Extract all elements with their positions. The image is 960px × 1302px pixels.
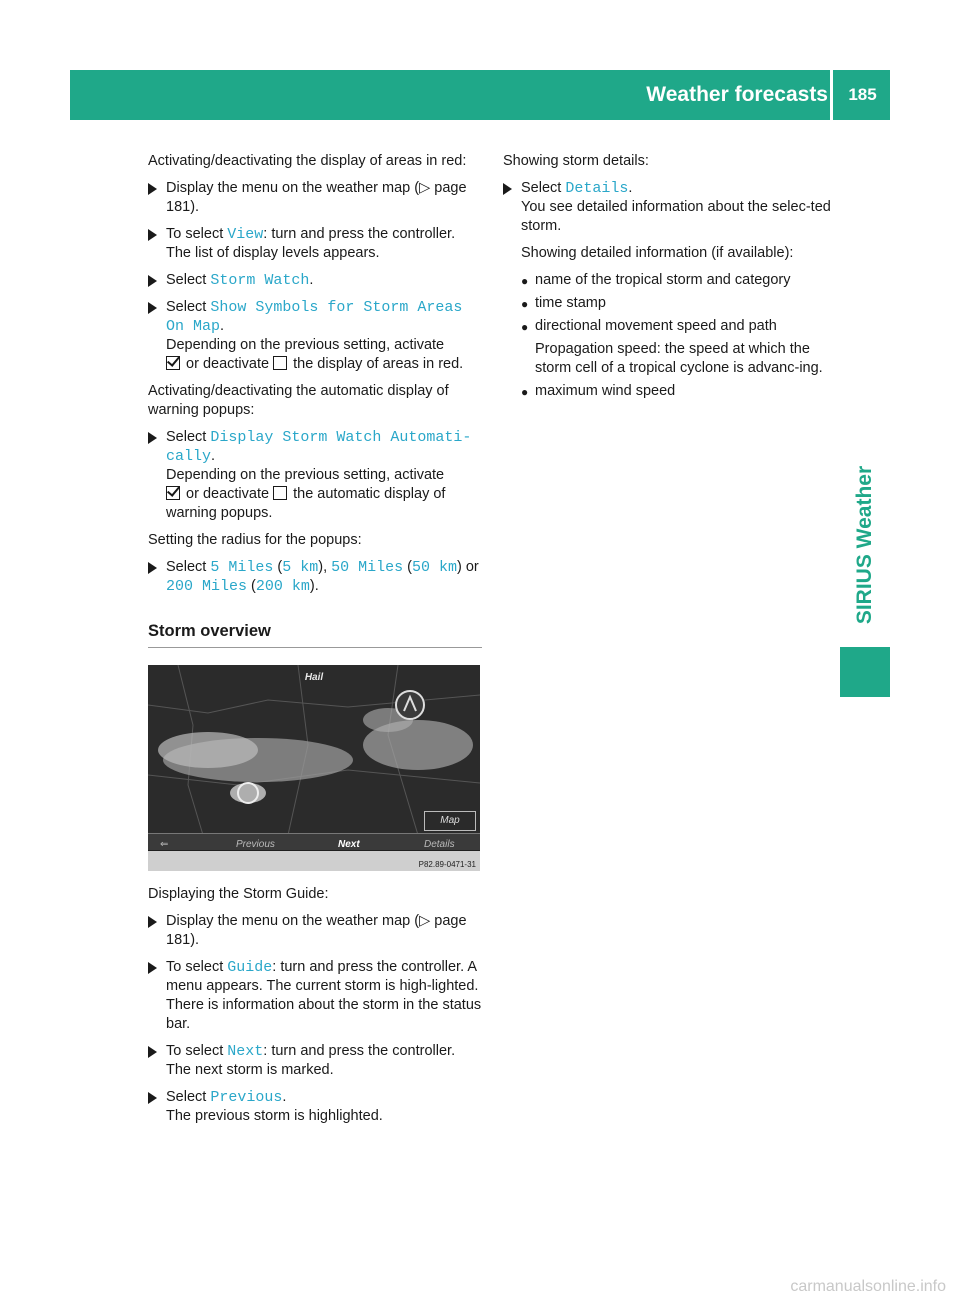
list-item: ● time stamp bbox=[521, 295, 606, 311]
menu-item-guide: Guide bbox=[227, 959, 273, 976]
header-separator bbox=[830, 70, 833, 120]
option-200-miles: 200 Miles bbox=[166, 578, 248, 595]
menu-item-previous: Previous bbox=[210, 1089, 283, 1106]
step-select-view: To select View: turn and press the controller. The list of display levels appears. bbox=[148, 225, 482, 263]
step-arrow-icon bbox=[148, 916, 157, 928]
checkbox-empty-icon bbox=[273, 486, 287, 500]
bullet-icon: ● bbox=[521, 320, 529, 334]
left-column bbox=[148, 152, 482, 1134]
watermark: carmanualsonline.info bbox=[790, 1278, 946, 1295]
side-tab-marker bbox=[840, 647, 890, 697]
intro-areas: Activating/deactivating the display of areas in red: bbox=[148, 153, 467, 169]
intro-storm-guide: Displaying the Storm Guide: bbox=[148, 886, 329, 902]
map-layer-title: Hail bbox=[304, 672, 324, 683]
list-item: ● name of the tropical storm and category bbox=[521, 272, 791, 288]
list-item: ● maximum wind speed bbox=[521, 383, 676, 399]
step-arrow-icon bbox=[148, 275, 157, 287]
menu-item-view: View bbox=[227, 226, 264, 243]
section-title: Weather forecasts bbox=[646, 83, 828, 106]
storm-map-screenshot bbox=[148, 665, 480, 871]
step-arrow-icon bbox=[148, 1046, 157, 1058]
option-50-km: 50 km bbox=[412, 559, 458, 576]
checkbox-checked-icon bbox=[166, 486, 180, 500]
intro-storm-details: Showing storm details: bbox=[503, 153, 649, 169]
step-display-storm-watch-auto: Select Display Storm Watch Automati‐cally. Depending on the previous setting, activate or deactivate the automatic display of warning popups. bbox=[148, 428, 482, 523]
step-arrow-icon bbox=[148, 1092, 157, 1104]
page-number: 185 bbox=[848, 85, 877, 104]
bullet-icon: ● bbox=[521, 385, 529, 399]
menu-item-next: Next bbox=[227, 1043, 264, 1060]
storm-overview-heading: Storm overview bbox=[148, 622, 482, 648]
bullet-icon: ● bbox=[521, 274, 529, 288]
map-softkey-bar bbox=[148, 833, 480, 850]
map-button: Map bbox=[424, 811, 476, 831]
step-arrow-icon bbox=[148, 562, 157, 574]
step-arrow-icon bbox=[503, 183, 512, 195]
list-item: ● directional movement speed and path Propagation speed: the speed at which the storm cell of a tropical cyclone is advanc-ing. bbox=[521, 317, 837, 378]
step-select-guide: To select Guide: turn and press the controller. A menu appears. The current storm is high-lighted. There is information about the storm in the status bar. bbox=[148, 958, 482, 1034]
step-select-next: To select Next: turn and press the controller. The next storm is marked. bbox=[148, 1042, 482, 1080]
detail-bullet-list bbox=[503, 271, 837, 401]
step-arrow-icon bbox=[148, 183, 157, 195]
checkbox-empty-icon bbox=[273, 356, 287, 370]
step-arrow-icon bbox=[148, 302, 157, 314]
option-5-miles: 5 Miles bbox=[210, 559, 274, 576]
step-select-previous: Select Previous. The previous storm is highlighted. bbox=[148, 1088, 482, 1126]
figure-code: P82.89-0471-31 bbox=[418, 860, 476, 869]
bullet-icon: ● bbox=[521, 297, 529, 311]
side-tab-label: SIRIUS Weather bbox=[853, 465, 876, 625]
previous-softkey: Previous bbox=[236, 839, 275, 850]
next-softkey: Next bbox=[338, 839, 360, 850]
step-select-storm-watch: Select Storm Watch. bbox=[148, 271, 482, 290]
step-arrow-icon bbox=[148, 229, 157, 241]
back-icon: ⇐ bbox=[160, 839, 169, 850]
option-200-km: 200 km bbox=[255, 578, 310, 595]
option-50-miles: 50 Miles bbox=[331, 559, 404, 576]
step-select-radius: Select 5 Miles (5 km), 50 Miles (50 km) or 200 Miles (200 km). bbox=[148, 558, 482, 596]
menu-item-auto-display: Display Storm Watch Automati‐cally bbox=[166, 429, 472, 465]
step-show-symbols: Select Show Symbols for Storm Areas On Map. Depending on the previous setting, activate or deactivate the display of areas in red. bbox=[148, 298, 482, 374]
intro-popups: Activating/deactivating the automatic display of warning popups: bbox=[148, 383, 449, 418]
propagation-speed-note: Propagation speed: the speed at which the storm cell of a tropical cyclone is advanc-ing. bbox=[535, 341, 823, 376]
intro-radius: Setting the radius for the popups: bbox=[148, 532, 362, 548]
intro-detailed-info: Showing detailed information (if available): bbox=[521, 245, 794, 261]
menu-item-show-symbols: Show Symbols for Storm Areas On Map bbox=[166, 299, 463, 335]
step-select-details: Select Details. You see detailed information about the selec-ted storm. bbox=[503, 179, 837, 236]
checkbox-checked-icon bbox=[166, 356, 180, 370]
details-softkey: Details bbox=[424, 839, 455, 850]
step-arrow-icon bbox=[148, 432, 157, 444]
step-arrow-icon bbox=[148, 962, 157, 974]
right-column bbox=[503, 152, 837, 405]
weather-map-image bbox=[148, 665, 480, 835]
menu-item-storm-watch: Storm Watch bbox=[210, 272, 310, 289]
option-5-km: 5 km bbox=[282, 559, 319, 576]
step-display-menu: Display the menu on the weather map (▷ page 181). bbox=[148, 179, 482, 217]
figure-caption-bar bbox=[148, 851, 480, 871]
menu-item-details: Details bbox=[565, 180, 629, 197]
step-display-menu-2: Display the menu on the weather map (▷ page 181). bbox=[148, 912, 482, 950]
header-bar bbox=[70, 70, 890, 120]
